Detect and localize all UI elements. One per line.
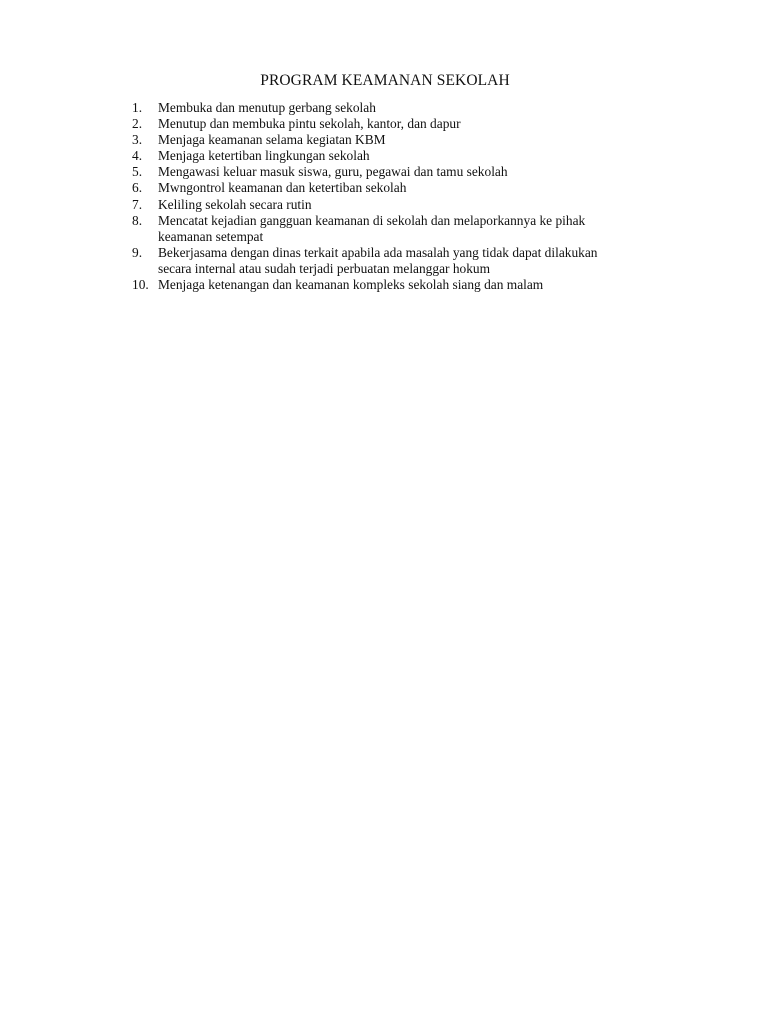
list-item (128, 164, 668, 180)
list-item-text: Menjaga keamanan selama kegiatan KBM (158, 132, 386, 148)
list-item-number: 4. (132, 148, 143, 164)
list-item (128, 180, 668, 196)
list-item (128, 277, 668, 293)
list-item (128, 116, 668, 132)
list-item-text: Menjaga ketertiban lingkungan sekolah (158, 148, 370, 164)
list-item (128, 148, 668, 164)
list-item-text: Menjaga ketenangan dan keamanan kompleks sekolah siang dan malam (158, 277, 544, 293)
list-item-text: Bekerjasama dengan dinas terkait apabila ada masalah yang tidak dapat dilakukan secara internal atau sudah terjadi perbuatan melanggar hokum (158, 244, 598, 276)
list-item-number: 2. (132, 116, 143, 132)
list-item-text: Mengawasi keluar masuk siswa, guru, pegawai dan tamu sekolah (158, 164, 508, 180)
list-item (128, 100, 668, 116)
list-item-number: 1. (132, 100, 143, 115)
list-item (128, 197, 668, 213)
list-item (128, 132, 668, 148)
list-item-text: Keliling sekolah secara rutin (158, 196, 312, 212)
program-list (128, 100, 668, 293)
list-item-number: 7. (132, 196, 143, 212)
list-item-number: 3. (132, 132, 143, 148)
document-title: PROGRAM KEAMANAN SEKOLAH (260, 72, 510, 89)
list-item-number: 5. (132, 164, 143, 180)
list-item-number: 9. (132, 244, 143, 260)
list-item-text: Mencatat kejadian gangguan keamanan di sekolah dan melaporkannya ke pihak keamanan setempat (158, 212, 586, 244)
list-item (128, 213, 668, 245)
list-item-text: Mwngontrol keamanan dan ketertiban sekolah (158, 180, 407, 196)
list-item-text: Menutup dan membuka pintu sekolah, kantor, dan dapur (158, 116, 461, 132)
list-item-number: 6. (132, 180, 143, 196)
list-item-number: 10. (132, 277, 149, 293)
list-item (128, 245, 668, 277)
list-item-number: 8. (132, 212, 143, 228)
list-item-text: Membuka dan menutup gerbang sekolah (158, 100, 376, 115)
